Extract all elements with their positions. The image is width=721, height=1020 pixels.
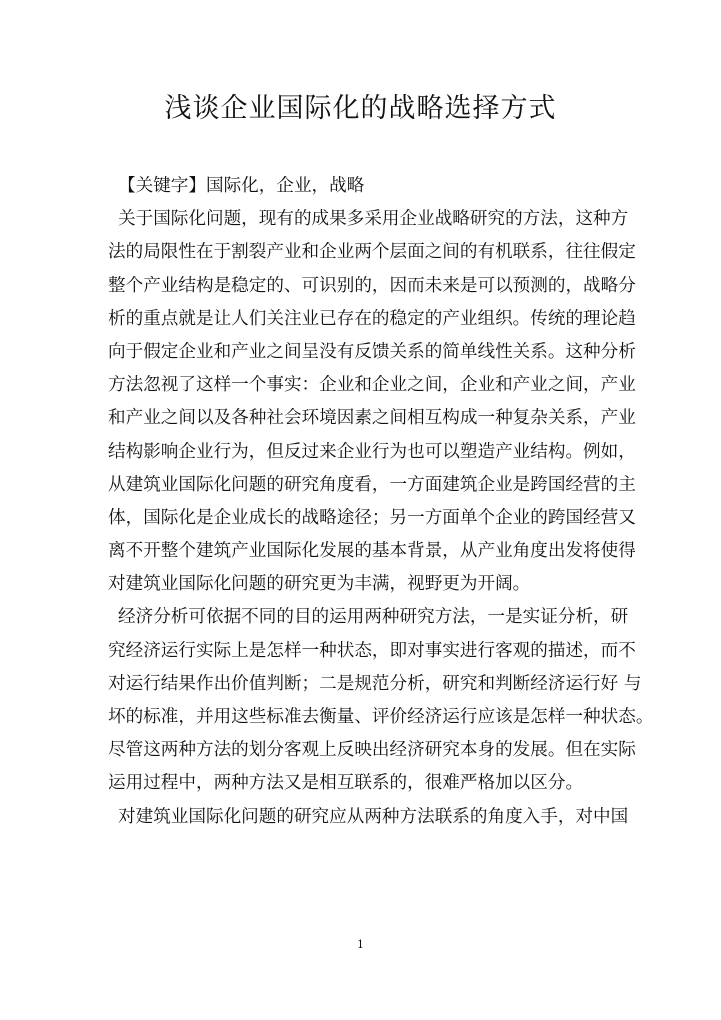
keywords-label: 【关键字】 [118,176,206,196]
text-line: 关于国际化问题，现有的成果多采用企业战略研究的方法，这种方 [118,209,629,230]
text-line: 法的局限性在于割裂产业和企业两个层面之间的有机联系，往往假定 [108,242,636,263]
text-line: 对建筑业国际化问题的研究更为丰满，视野更为开阔。 [108,574,531,595]
text-line: 析的重点就是让人们关注业已存在的稳定的产业组织。传统的理论趋 [108,308,636,329]
text-line: 究经济运行实际上是怎样一种状态，即对事实进行客观的描述，而不 [108,640,636,661]
text-line: 运用过程中，两种方法又是相互联系的，很难严格加以区分。 [108,773,584,794]
text-line: 向于假定企业和产业之间呈没有反馈关系的简单线性关系。这种分析 [108,341,636,362]
page-number: 1 [357,938,364,951]
paragraph-lines [108,203,654,834]
text-line: 坏的标准，并用这些标准去衡量、评价经济运行应该是怎样一种状态。 [108,707,654,727]
keywords-line [108,170,614,203]
text-line: 经济分析可依据不同的目的运用两种研究方法，一是实证分析，研 [118,607,629,628]
keywords-text: 国际化，企业，战略 [205,176,365,196]
text-line: 结构影响企业行为，但反过来企业行为也可以塑造产业结构。例如， [108,441,636,462]
document-body [108,170,654,834]
text-line: 整个产业结构是稳定的、可识别的，因而未来是可以预测的，战略分 [108,275,636,296]
text-line: 尽管这两种方法的划分客观上反映出经济研究本身的发展。但在实际 [108,740,636,761]
text-line: 方法忽视了这样一个事实：企业和企业之间，企业和产业之间，产业 [108,375,636,396]
text-line: 体，国际化是企业成长的战略途径；另一方面单个企业的跨国经营又 [108,507,636,528]
text-line: 对运行结果作出价值判断；二是规范分析，研究和判断经济运行好 与 [108,673,642,694]
text-line: 和产业之间以及各种社会环境因素之间相互构成一种复杂关系，产业 [108,408,636,429]
text-line: 离不开整个建筑产业国际化发展的基本背景，从产业角度出发将使得 [108,541,636,562]
text-line: 对建筑业国际化问题的研究应从两种方法联系的角度入手，对中国 [118,806,629,827]
document-title: 浅谈企业国际化的战略选择方式 [164,93,557,124]
text-line: 从建筑业国际化问题的研究角度看，一方面建筑企业是跨国经营的主 [108,474,636,495]
